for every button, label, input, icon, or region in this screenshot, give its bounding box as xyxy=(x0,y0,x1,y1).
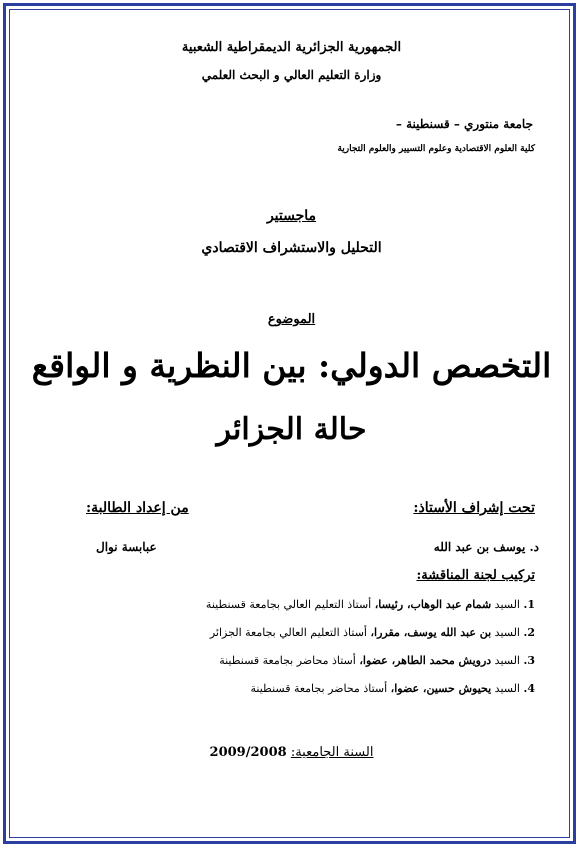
jury-member-role: أستاذ التعليم العالي بجامعة قسنطينة xyxy=(205,598,372,611)
republic-heading: الجمهورية الجزائرية الديمقراطية الشعبية xyxy=(181,40,402,55)
university-name: جامعة منتوري – قسنطينة – xyxy=(395,117,533,131)
jury-member-prefix: السيد xyxy=(494,598,520,611)
jury-member-prefix: السيد xyxy=(494,654,520,667)
academic-year-label: السنة الجامعية: xyxy=(290,745,374,760)
jury-member-prefix: السيد xyxy=(494,682,520,695)
jury-member-role: أستاذ محاضر بجامعة قسنطينة xyxy=(250,682,388,695)
jury-member-role: أستاذ التعليم العالي بجامعة الجزائر xyxy=(209,626,367,639)
jury-member xyxy=(251,682,535,695)
jury-label: تركيب لجنة المناقشة: xyxy=(416,568,535,583)
jury-member-name: شمام عبد الوهاب، رئيسا، xyxy=(374,598,492,611)
jury-member xyxy=(210,626,535,639)
student-label: من إعداد الطالبة: xyxy=(86,500,189,516)
jury-member-name: بن عبد الله يوسف، مقررا، xyxy=(370,626,492,639)
academic-year-value: 2009/2008 xyxy=(209,745,287,760)
supervisor-label: تحت إشراف الأستاذ: xyxy=(413,500,535,516)
faculty-name: كلية العلوم الاقتصادية وعلوم التسيير والعلوم التجارية xyxy=(337,144,535,154)
jury-member-role: أستاذ محاضر بجامعة قسنطينة xyxy=(219,654,356,667)
student-name: عبابسة نوال xyxy=(96,540,157,554)
jury-member-name: يحيوش حسين، عضوا، xyxy=(390,682,492,695)
jury-member-number: 2. xyxy=(523,626,535,639)
jury-member-number: 4. xyxy=(523,682,535,695)
jury-member-name: درويش محمد الطاهر، عضوا، xyxy=(359,654,492,667)
jury-member-prefix: السيد xyxy=(494,626,520,639)
thesis-subtitle: حالة الجزائر xyxy=(216,412,367,447)
specialty-name: التحليل والاستشراف الاقتصادي xyxy=(201,240,382,256)
academic-year xyxy=(0,745,583,760)
thesis-title: التخصص الدولي: بين النظرية و الواقع xyxy=(31,346,552,385)
jury-member-number: 3. xyxy=(523,654,535,667)
jury-member-number: 1. xyxy=(523,598,535,611)
ministry-heading: وزارة التعليم العالي و البحث العلمي xyxy=(201,68,382,82)
subject-label: الموضوع xyxy=(267,312,316,327)
supervisor-name: د. يوسف بن عبد الله xyxy=(433,540,539,554)
jury-member xyxy=(206,598,535,611)
degree-label: ماجستير xyxy=(266,208,317,224)
jury-member xyxy=(219,654,535,667)
